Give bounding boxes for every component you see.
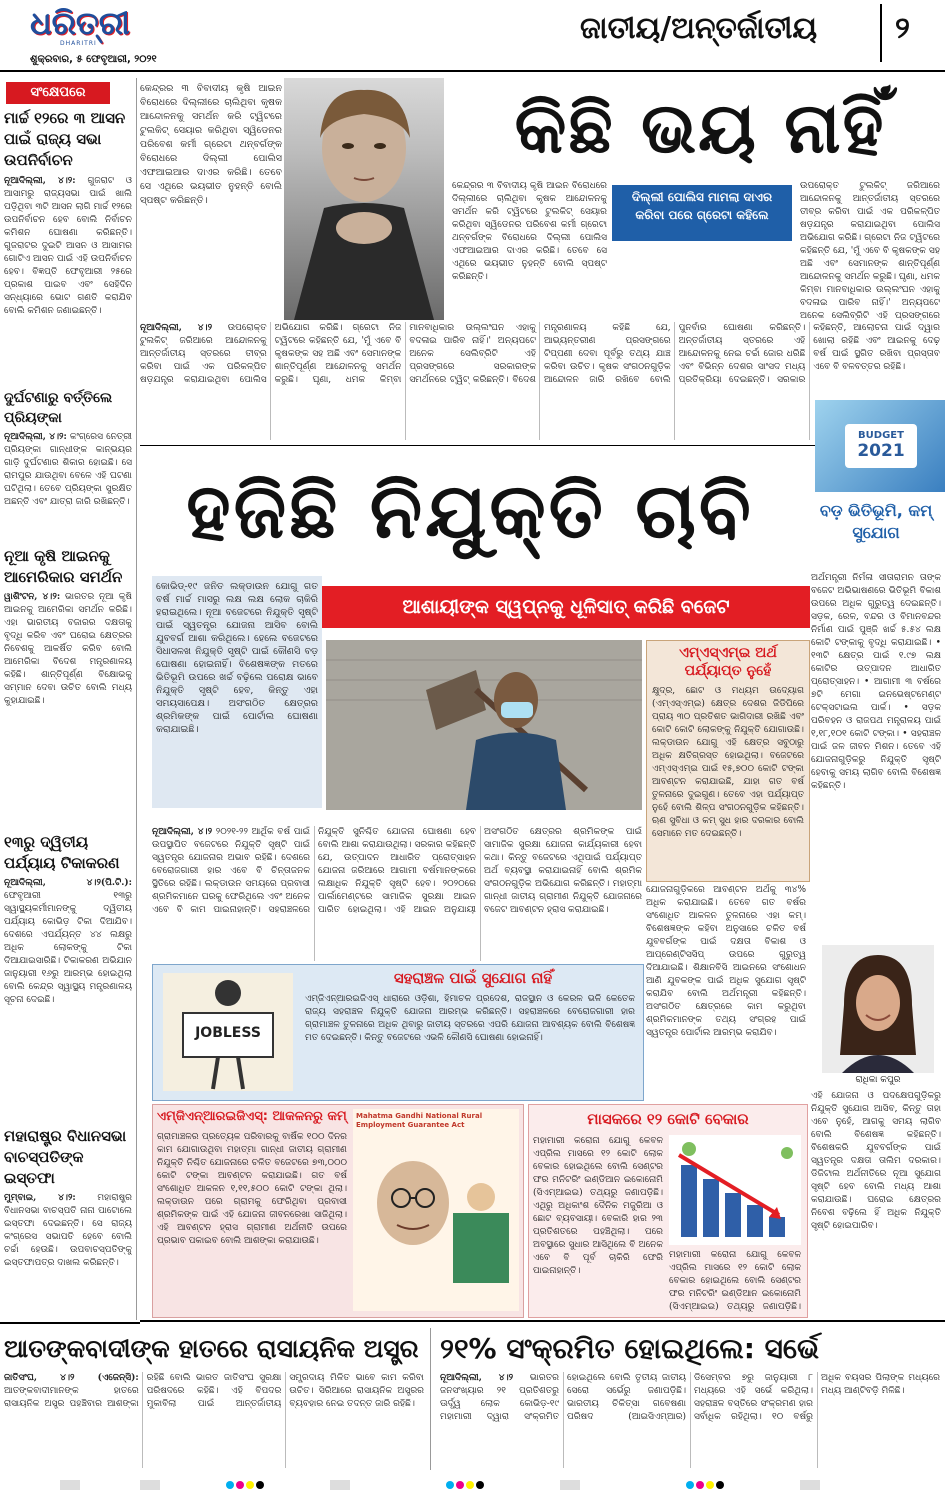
urban-body: ଏମ୍‌ଜିଏନ୍‌ଆରଇଜିଏସ୍ ଧାରାରେ ଓଡ଼ିଶା, ହିମାଚଳ ପ୍ରଦେଶ, ରାଜସ୍ଥାନ ଓ କେରଳ ଭଳି କେତେକ ରାଜ୍ୟ ସହରାଞ୍ଚଳ ନିଯୁକ୍ତି ଯୋଜନା ଆରମ୍ଭ କରିଛନ୍ତି। ସହରାଞ୍ଚଳରେ ବେରୋଜଗାରୀ ହାର ଗ୍ରାମାଞ୍ଚଳ ତୁଳନାରେ ଅଧିକ ଥିବାରୁ ଜାତୀୟ ସ୍ତରରେ ଏପରି ଯୋଜନା ଆବଶ୍ୟକ ବୋଲି ବିଶେଷଜ୍ଞ ମତ ଦେଇଛନ୍ତି। କିନ୍ତୁ ବଜେଟରେ ଏଭଳି କୌଣସି ଘୋଷଣା ହୋଇନାହିଁ। <box>305 994 635 1043</box>
lead-body-upper-text: କେନ୍ଦ୍ରର ୩ ବିବାଦୀୟ କୃଷି ଆଇନ ବିରୋଧରେ ଦିଲ୍ଲୀରେ ଚାଲିଥିବା କୃଷକ ଆନ୍ଦୋଳନକୁ ସମର୍ଥନ କରି ଟ୍ୱିଟରେ ଟୁଲକିଟ୍ ସେୟାର କରିଥିବା ସ୍ୱିଡେନର ପରିବେଶ କର୍ମୀ ଗ୍ରେଟା ଥନ୍‌ବର୍ଗଙ୍କ ବିରୋଧରେ ଦିଲ୍ଲୀ ପୋଲିସ ଏଫଆଇଆର ଦାଏର କରିଛି। ତେବେ ସେ ଏଥିରେ ଭୟଭୀତ ନୁହନ୍ତି ବୋଲି ସ୍ପଷ୍ଟ କରିଛନ୍ତି। <box>452 181 607 282</box>
brief-title: ମହାରାଷ୍ଟ୍ର ବିଧାନସଭା ବାଚସ୍ପତିଙ୍କ ଇସ୍ତଫା <box>4 1127 127 1187</box>
budget-body-right <box>646 884 806 1096</box>
unemp-body: ମହାମାରୀ କରୋନା ଯୋଗୁ କେବଳ ଏପ୍ରିଲ ମାସରେ ୧୨ କୋଟି ଲୋକ ବେକାର ହୋଇଥିଲେ ବୋଲି ସେଣ୍ଟର ଫର ମନିଟରିଂ ଇଣ୍ଡିଆନ ଇକୋନୋମି (ସିଏମ୍‌ଆଇଇ) ତଥ୍ୟରୁ ଜଣାପଡ଼ିଛି। ଏଥିରୁ ଅଧିକାଂଶ ଦୈନିକ ମଜୁରିଆ ଓ ଛୋଟ ବ୍ୟବସାୟୀ। ବେକାରି ହାର ୨୩ ପ୍ରତିଶତରେ ପହଞ୍ଚିଥିଲା। ପରେ ଅବସ୍ଥାରେ ସୁଧାର ଆସିଥିଲେ ବି ଅନେକ ଏବେ ବି ପୂର୍ବ ଚାକିରି ଫେରି ପାଇନାହାନ୍ତି। <box>533 1136 663 1276</box>
budget-side-body <box>811 572 941 938</box>
nrega-title: ଏମ୍‌ଜିଏନ୍‌ଆରଇଜିଏସ୍: ଆକଳନରୁ କମ୍ <box>157 1109 347 1124</box>
graphic-bar <box>725 1193 741 1237</box>
sidebar-brief <box>4 832 132 1122</box>
expert-illustration <box>822 945 934 1073</box>
brief-body: ଫେବୃଆରୀ ୧୩ରୁ ସ୍ୱାସ୍ଥ୍ୟକର୍ମୀମାନଙ୍କୁ ଦ୍ୱିତୀୟ ପର୍ଯ୍ୟାୟ କୋଭିଡ଼ ଟିକା ଦିଆଯିବ। ଦେଶରେ ଏପର୍ଯ୍ୟନ୍ତ ୪୪ ଲକ୍ଷରୁ ଅଧିକ ଲୋକଙ୍କୁ ଟିକା ଦିଆଯାଇସାରିଛି। ଟିକାକରଣ ଅଭିଯାନ ଜାନୁୟାରୀ ୧୬ରୁ ଆରମ୍ଭ ହୋଇଥିଲା ବୋଲି କେନ୍ଦ୍ର ସ୍ୱାସ୍ଥ୍ୟ ମନ୍ତ୍ରଣାଳୟ ସୂଚନା ଦେଇଛି। <box>4 891 132 1005</box>
budget-body-columns <box>152 826 642 961</box>
budget-label: BUDGET <box>858 430 904 441</box>
sidebar-brief <box>4 388 132 538</box>
lead-body-text: ଉପରୋକ୍ତ ଟୁଲକିଟ୍ ଜରିଆରେ ଆନ୍ଦୋଳନକୁ ଆନ୍ତର୍ଜାତୀୟ ସ୍ତରରେ ତୀବ୍ର କରିବା ପାଇଁ ଏକ ପରିକଳ୍ପିତ ଷଡ଼ଯନ୍ତ୍ର କରାଯାଇଥିବା ପୋଲିସ ଅଭିଯୋଗ କରିଛି। ଗ୍ରେଟା ନିଜ ଟ୍ୱିଟରେ କହିଛନ୍ତି ଯେ, 'ମୁଁ ଏବେ ବି କୃଷକଙ୍କ ସହ ଅଛି ଏବଂ ସେମାନଙ୍କ ଶାନ୍ତିପୂର୍ଣ୍ଣ ଆନ୍ଦୋଳନକୁ ସମର୍ଥନ କରୁଛି। ଘୃଣା, ଧମକ କିମ୍ବା ମାନବାଧିକାର ଉଲ୍ଲଂଘନ ଏହାକୁ ବଦଳାଇ ପାରିବ ନାହିଁ।' ଅନ୍ୟପଟେ ଅନେକ ସେଲିବ୍ରିଟି ଏହି ପ୍ରସଙ୍ଗରେ ସରକାରଙ୍କ ସମର୍ଥନରେ ଟ୍ୱିଟ୍ କରିଛନ୍ତି। ବିଦେଶ ମନ୍ତ୍ରଣାଳୟ କହିଛି ଯେ, ଆଭ୍ୟନ୍ତରୀଣ ପ୍ରସଙ୍ଗରେ ଟିପ୍ପଣୀ ଦେବା ପୂର୍ବରୁ ତଥ୍ୟ ଯାଞ୍ଚ କରିବା ଉଚିତ। କୃଷକ ସଂଗଠନଗୁଡ଼ିକ ଆନ୍ଦୋଳନ ଜାରି ରଖିବେ ବୋଲି ପୁନର୍ବାର ଘୋଷଣା କରିଛନ୍ତି। ଅନ୍ତର୍ଜାତୀୟ ସ୍ତରରେ ଏହି ଆନ୍ଦୋଳନକୁ ନେଇ ଚର୍ଚ୍ଚା ଜୋର ଧରିଛି ଏବଂ ବିଭିନ୍ନ ଦେଶର ସାଂସଦ ମଧ୍ୟ ପ୍ରତିକ୍ରିୟା ଦେଇଛନ୍ତି। ସରକାର କହିଛନ୍ତି, ଆଲୋଚନା ପାଇଁ ଦ୍ୱାର ଖୋଲା ରହିଛି ଏବଂ ଆଇନକୁ ଦେଢ଼ ବର୍ଷ ପାଇଁ ସ୍ଥଗିତ ରଖିବା ପ୍ରସ୍ତାବ ଏବେ ବି ବଳବତ୍ତର ରହିଛି। <box>140 323 940 385</box>
issue-date: ଶୁକ୍ରବାର, ୫ ଫେବୃଆରୀ, ୨୦୨୧ <box>30 54 157 65</box>
unemp-body-2: ମହାମାରୀ କରୋନା ଯୋଗୁ କେବଳ ଏପ୍ରିଲ ମାସରେ ୧୨ କୋଟି ଲୋକ ବେକାର ହୋଇଥିଲେ ବୋଲି ସେଣ୍ଟର ଫର ମନିଟରିଂ ଇଣ୍ଡିଆନ ଇକୋନୋମି (ସିଏମ୍‌ଆଇଇ) ତଥ୍ୟରୁ ଜଣାପଡ଼ିଛି। <box>669 1250 801 1312</box>
budget-intro <box>152 576 322 808</box>
masthead-logo <box>30 6 190 46</box>
unemp-graphic <box>669 1135 801 1245</box>
budget-side-text: ଅର୍ଥମନ୍ତ୍ରୀ ନିର୍ମଳା ସୀତାରାମନ ତାଙ୍କ ବଜେଟ ଅଭିଭାଷଣରେ ଭିତିଭୂମି ବିକାଶ ଉପରେ ଅଧିକ ଗୁରୁତ୍ୱ ଦେଇଛନ୍ତି। ସଡ଼କ, ରେଳ, ବନ୍ଦର ଓ ବିମାନବନ୍ଦର ନିର୍ମାଣ ପାଇଁ ପୁଞ୍ଜି ଖର୍ଚ୍ଚ ୫.୫୪ ଲକ୍ଷ କୋଟି ଟଙ୍କାକୁ ବୃଦ୍ଧି କରାଯାଇଛି। • ୧୩ଟି କ୍ଷେତ୍ର ପାଇଁ ୧.୯୭ ଲକ୍ଷ କୋଟିର ଉତ୍ପାଦନ ଆଧାରିତ ପ୍ରୋତ୍ସାହନ। • ଆଗାମୀ ୩ ବର୍ଷରେ ୭ଟି ମେଗା ଇନଭେଷ୍ଟମେଣ୍ଟ ଟେକ୍ସଟାଇଲ ପାର୍କ। • ସଡ଼କ ପରିବହନ ଓ ରାଜପଥ ମନ୍ତ୍ରାଳୟ ପାଇଁ ୧,୧୮,୧୦୧ କୋଟି ଟଙ୍କା। • ସହରାଞ୍ଚଳ ପାଇଁ ଜଳ ଜୀବନ ମିଶନ। ତେବେ ଏହି ଯୋଜନାଗୁଡ଼ିକରୁ ନିଯୁକ୍ତି ସୃଷ୍ଟି ହେବାକୁ ସମୟ ଲାଗିବ ବୋଲି ବିଶେଷଜ୍ଞ କହିଛନ୍ତି। <box>811 573 941 791</box>
greta-photo <box>284 78 444 320</box>
brief-body: ଗୁଜରାଟ ଓ ଆସାମରୁ ରାଜ୍ୟସଭା ପାଇଁ ଖାଲି ପଡ଼ିଥିବା ୩ଟି ଆସନ ଲାଗି ମାର୍ଚ୍ଚ ୧୨ରେ ଉପନିର୍ବାଚନ ହେବ ବୋଲି ନିର୍ବାଚନ କମିଶନ ଘୋଷଣା କରିଛନ୍ତି। ଗୁଜରାଟର ଦୁଇଟି ଆସନ ଓ ଆସାମର ଗୋଟିଏ ଆସନ ପାଇଁ ଏହି ଉପନିର୍ବାଚନ ହେବ। ବିଜ୍ଞପ୍ତି ଫେବୃଆରୀ ୨୫ରେ ପ୍ରକାଶ ପାଇବ ଏବଂ ସେହିଦିନ ସନ୍ଧ୍ୟାରେ ଭୋଟ ଗଣତି କରାଯିବ ବୋଲି କମିଶନ ଜଣାଇଛନ୍ତି। <box>4 176 132 316</box>
msme-title: ଏମ୍‌ଏସ୍‌ଏମ୍‌ଇ ଅର୍ଥ ପର୍ଯ୍ୟାପ୍ତ ନୁହେଁ <box>679 645 777 679</box>
decline-chart-illustration <box>669 1135 801 1245</box>
nrega-poster-label: Mahatma Gandhi National Rural Employment Guarantee Act <box>356 1112 483 1129</box>
page-number: ୨ <box>895 11 910 46</box>
msme-body: କ୍ଷୁଦ୍ର, ଛୋଟ ଓ ମଧ୍ୟମ ଉଦ୍ୟୋଗ (ଏମ୍‌ଏସ୍‌ଏମ୍‌ଇ) କ୍ଷେତ୍ର ଦେଶର ଜିଡିପିରେ ପ୍ରାୟ ୩୦ ପ୍ରତିଶତ ଭାଗିଦାରୀ ରଖିଛି ଏବଂ କୋଟି କୋଟି ଲୋକଙ୍କୁ ନିଯୁକ୍ତି ଯୋଗାଉଛି। ଲକ୍‌ଡାଉନ ଯୋଗୁ ଏହି କ୍ଷେତ୍ର ସବୁଠାରୁ ଅଧିକ କ୍ଷତିଗ୍ରସ୍ତ ହୋଇଥିଲା। ବଜେଟରେ ଏମ୍‌ଏସ୍‌ଏମ୍‌ଇ ପାଇଁ ୧୫,୭୦୦ କୋଟି ଟଙ୍କା ଆବଣ୍ଟନ କରାଯାଇଛି, ଯାହା ଗତ ବର୍ଷ ତୁଳନାରେ ଦୁଇଗୁଣ। ତେବେ ଏହା ପର୍ଯ୍ୟାପ୍ତ ନୁହେଁ ବୋଲି ଶିଳ୍ପ ସଂଗଠନଗୁଡ଼ିକ କହିଛନ୍ତି। ଋଣ ସୁବିଧା ଓ କମ୍ ସୁଧ ହାର ଦରକାର ବୋଲି ସେମାନେ ମତ ଦେଇଛନ୍ତି। <box>652 686 804 839</box>
bottom-right-headline: ୨୧% ସଂକ୍ରମିତ ହୋଇଥିଲେ: ସର୍ଭେ <box>440 1332 819 1365</box>
lead-intro <box>140 82 282 274</box>
brief-body: କଂଗ୍ରେସ ନେତ୍ରୀ ପ୍ରିୟଙ୍କା ଗାନ୍ଧୀଙ୍କ କାନ୍‌ଭୟର ଗାଡ଼ି ଦୁର୍ଘଟଣାର ଶିକାର ହୋଇଛି। ସେ ରାମପୁର ଯାଉଥିବା ବେଳେ ଏହି ଘଟଣା ଘଟିଥିଲା। ତେବେ ପ୍ରିୟଙ୍କା ସୁରକ୍ଷିତ ଅଛନ୍ତି ଏବଂ ଯାତ୍ରା ଜାରି ରଖିଛନ୍ତି। <box>4 432 132 507</box>
nrega-body: ଗ୍ରାମାଞ୍ଚଳର ପ୍ରତ୍ୟେକ ପରିବାରକୁ ବାର୍ଷିକ ୧୦୦ ଦିନର କାମ ଯୋଗାଉଥିବା ମହାତ୍ମା ଗାନ୍ଧୀ ଜାତୀୟ ଗ୍ରାମୀଣ ନିଯୁକ୍ତି ନିଶ୍ଚିତ ଯୋଜନାରେ ଚଳିତ ବଜେଟରେ ୭୩,୦୦୦ କୋଟି ଟଙ୍କା ଆବଣ୍ଟନ କରାଯାଇଛି। ଗତ ବର୍ଷ ସଂଶୋଧିତ ଆକଳନ ୧,୧୧,୫୦୦ କୋଟି ଟଙ୍କା ଥିଲା। ଲକ୍‌ଡାଉନ ପରେ ଗ୍ରାମକୁ ଫେରିଥିବା ପ୍ରବାସୀ ଶ୍ରମିକଙ୍କ ପାଇଁ ଏହି ଯୋଜନା ଜୀବନରେଖା ସାଜିଥିଲା। ଏହି ଆବଣ୍ଟନ ହ୍ରାସ ଗ୍ରାମୀଣ ଅର୍ଥନୀତି ଉପରେ ପ୍ରଭାବ ପକାଇବ ବୋଲି ଆଶଙ୍କା କରାଯାଉଛି। <box>157 1132 347 1246</box>
sidebar-brief <box>4 108 132 348</box>
lead-body-upper <box>452 180 607 322</box>
nrega-box <box>152 1104 524 1318</box>
graphic-bar <box>747 1205 763 1237</box>
graphic-bar <box>769 1217 785 1237</box>
budget-keyboard-image <box>815 400 945 492</box>
bottom-left-dateline: ଜାତିସଂଘ, ୪।୨ (ଏଜେନ୍ସି): <box>4 1373 139 1383</box>
budget-year: 2021 <box>857 441 905 461</box>
unemp-title: ମାସକରେ ୧୨ କୋଟି ବେକାର <box>587 1110 749 1128</box>
unemp-box <box>528 1104 808 1318</box>
bottom-right-dateline: ନୂଆଦିଲ୍ଲୀ, ୪।୨ <box>440 1373 514 1383</box>
urban-box <box>152 964 644 1101</box>
brief-dateline: ମୁମ୍ବାଇ, ୪।୨: <box>4 1193 76 1203</box>
brief-title: ୧୩ରୁ ଦ୍ୱିତୀୟ ପର୍ଯ୍ୟାୟ ଟିକାକରଣ <box>4 833 120 872</box>
lead-subhead: ଦିଲ୍ଲୀ ପୋଲିସ ମାମଲା ଦାଏର କରିବା ପରେ ଗ୍ରେଟା କହିଲେ <box>612 185 792 241</box>
budget-banner: ଆଶାୟୀଙ୍କ ସ୍ୱପ୍ନକୁ ଧୂଳିସାତ୍ କରିଛି ବଜେଟ <box>322 586 810 628</box>
lead-body-right-text: ଉପରୋକ୍ତ ଟୁଲକିଟ୍ ଜରିଆରେ ଆନ୍ଦୋଳନକୁ ଆନ୍ତର୍ଜାତୀୟ ସ୍ତରରେ ତୀବ୍ର କରିବା ପାଇଁ ଏକ ପରିକଳ୍ପିତ ଷଡ଼ଯନ୍ତ୍ର କରାଯାଇଥିବା ପୋଲିସ ଅଭିଯୋଗ କରିଛି। ଗ୍ରେଟା ନିଜ ଟ୍ୱିଟରେ କହିଛନ୍ତି ଯେ, 'ମୁଁ ଏବେ ବି କୃଷକଙ୍କ ସହ ଅଛି ଏବଂ ସେମାନଙ୍କ ଶାନ୍ତିପୂର୍ଣ୍ଣ ଆନ୍ଦୋଳନକୁ ସମର୍ଥନ କରୁଛି। ଘୃଣା, ଧମକ କିମ୍ବା ମାନବାଧିକାର ଉଲ୍ଲଂଘନ ଏହାକୁ ବଦଳାଇ ପାରିବ ନାହିଁ।' ଅନ୍ୟପଟେ ଅନେକ ସେଲିବ୍ରିଟି ଏହି ପ୍ରସଙ୍ଗରେ <box>800 181 940 321</box>
jobless-label: JOBLESS <box>195 1025 261 1041</box>
budget-headline: ହଜିଛି ନିଯୁକ୍ତି ଚାବି <box>186 466 754 555</box>
brief-body: ମହାରାଷ୍ଟ୍ର ବିଧାନସଭା ବାଚସ୍ପତି ନାନା ପାଟୋଲେ ଇସ୍ତଫା ଦେଇଛନ୍ତି। ସେ ରାଜ୍ୟ କଂଗ୍ରେସ ସଭାପତି ହେବେ ବୋଲି ଚର୍ଚ୍ଚା ହେଉଛି। ଉପବାଚସ୍ପତିଙ୍କୁ ଇସ୍ତଫାପତ୍ର ଦାଖଲ କରିଛନ୍ତି। <box>4 1193 132 1268</box>
worker-photo <box>326 640 642 810</box>
lead-body-right <box>800 180 940 322</box>
logo-subtext: DHARITRI <box>60 40 97 47</box>
portrait-illustration <box>284 78 444 320</box>
brief-dateline: ନୂଆଦିଲ୍ଲୀ, ୪।୨: <box>4 432 67 442</box>
budget-side-title: ବଡ଼ ଭିତିଭୂମି, କମ୍ ସୁଯୋଗ <box>819 501 933 542</box>
msme-box <box>646 640 810 882</box>
sidebar-brief <box>4 1126 132 1320</box>
graphic-bar <box>703 1179 719 1237</box>
brief-dateline: ୱାଶିଂଟନ, ୪।୨: <box>4 592 61 602</box>
lead-intro-text: କେନ୍ଦ୍ରର ୩ ବିବାଦୀୟ କୃଷି ଆଇନ ବିରୋଧରେ ଦିଲ୍ଲୀରେ ଚାଲିଥିବା କୃଷକ ଆନ୍ଦୋଳନକୁ ସମର୍ଥନ କରି ଟ୍ୱିଟରେ ଟୁଲକିଟ୍ ସେୟାର କରିଥିବା ସ୍ୱିଡେନର ପରିବେଶ କର୍ମୀ ଗ୍ରେଟା ଥନ୍‌ବର୍ଗଙ୍କ ବିରୋଧରେ ଦିଲ୍ଲୀ ପୋଲିସ ଏଫଆଇଆର ଦାଏର କରିଛି। ତେବେ ସେ ଏଥିରେ ଭୟଭୀତ ନୁହନ୍ତି ବୋଲି ସ୍ପଷ୍ଟ କରିଛନ୍ତି। <box>140 83 282 206</box>
bottom-right-body <box>440 1372 940 1468</box>
sidebar-label: ସଂକ୍ଷେପରେ <box>6 82 110 104</box>
brief-title: ମାର୍ଚ୍ଚ ୧୨ରେ ୩ ଆସନ ପାଇଁ ରାଜ୍ୟ ସଭା ଉପନିର୍ବାଚନ <box>4 109 126 169</box>
worker-illustration <box>326 640 642 810</box>
expert-photo <box>822 945 934 1073</box>
bottom-left-text: ଆତଙ୍କବାଦୀମାନଙ୍କ ହାତରେ ରାସାୟନିକ ଅସ୍ତ୍ର ପହଞ୍ଚିବାର ଆଶଙ୍କା ରହିଛି ବୋଲି ଭାରତ ଜାତିସଂଘ ସୁରକ୍ଷା ପରିଷଦରେ କହିଛି। ଏହି ବିପଦର ମୁକାବିଲା ପାଇଁ ଆନ୍ତର୍ଜାତୀୟ ସମ୍ପ୍ରଦାୟ ମିଳିତ ଭାବେ କାମ କରିବା ଉଚିତ। ସିରିଆରେ ରାସାୟନିକ ଅସ୍ତ୍ରର ବ୍ୟବହାର ନେଇ ତଦନ୍ତ ଜାରି ରହିଛି। <box>4 1373 424 1409</box>
lead-dateline: ନୂଆଦିଲ୍ଲୀ, ୪।୨ <box>140 323 213 333</box>
bottom-left-headline: ଆତଙ୍କବାଦୀଙ୍କ ହାତରେ ରାସାୟନିକ ଅସ୍ତ୍ର <box>4 1334 419 1363</box>
budget-dateline: ନୂଆଦିଲ୍ଲୀ, ୪।୨ <box>152 827 213 837</box>
sidebar-brief <box>4 546 132 828</box>
budget-body1: ୨୦୨୧-୨୨ ଆର୍ଥିକ ବର୍ଷ ପାଇଁ ଉପସ୍ଥାପିତ ବଜେଟରେ ନିଯୁକ୍ତି ସୃଷ୍ଟି ପାଇଁ ସ୍ୱତନ୍ତ୍ର ଯୋଜନାର ଅଭାବ ରହିଛି। ଦେଶରେ ବେରୋଜଗାରୀ ହାର ଏବେ ବି ଚିନ୍ତାଜନକ ସ୍ଥିତିରେ ରହିଛି। ଲକ୍‌ଡାଉନ ସମୟରେ ପ୍ରବାସୀ ଶ୍ରମିକମାନେ ଘରକୁ ଫେରିଥିଲେ ଏବଂ ଅନେକ ଏବେ ବି କାମ ପାଇନାହାନ୍ତି। ସହରାଞ୍ଚଳରେ ନିଯୁକ୍ତି ସୁନିଶ୍ଚିତ ଯୋଜନା ଘୋଷଣା ହେବ ବୋଲି ଆଶା କରାଯାଉଥିଲା। ସରକାର କହିଛନ୍ତି ଯେ, ଉତ୍ପାଦନ ଆଧାରିତ ପ୍ରୋତ୍ସାହନ ଯୋଜନା ଜରିଆରେ ଆଗାମୀ ବର୍ଷମାନଙ୍କରେ ଲକ୍ଷାଧିକ ନିଯୁକ୍ତି ସୃଷ୍ଟି ହେବ। <box>152 827 476 915</box>
registration-marks <box>0 1474 945 1498</box>
brief-dateline: ନୂଆଦିଲ୍ଲୀ, ୪।୨: <box>4 176 76 186</box>
budget-body3: ଯୋଜନାଗୁଡ଼ିକରେ ଆବଣ୍ଟନ ଅର୍ଥକୁ ୩୪% ଅଧିକ କରାଯାଇଛି। ତେବେ ଗତ ବର୍ଷର ସଂଶୋଧିତ ଆକଳନ ତୁଳନାରେ ଏହା କମ୍। ବିଶେଷଜ୍ଞଙ୍କ କହିବା ଅନୁସାରେ ଚଳିତ ବର୍ଷ ଯୁବବର୍ଗଙ୍କ ପାଇଁ ଦକ୍ଷତା ବିକାଶ ଓ ଆପ୍ରେଣ୍ଟିସସିପ୍ ଉପରେ ଗୁରୁତ୍ୱ ଦିଆଯାଇଛି। ଶିକ୍ଷାନବିସି ଆଇନରେ ସଂଶୋଧନ ଆଣି ଯୁବକଙ୍କ ପାଇଁ ଅଧିକ ସୁଯୋଗ ସୃଷ୍ଟି କରାଯିବ ବୋଲି ଅର୍ଥମନ୍ତ୍ରୀ କହିଛନ୍ତି। ଅସଂଗଠିତ କ୍ଷେତ୍ରରେ କାମ କରୁଥିବା ଶ୍ରମିକମାନଙ୍କ ତଥ୍ୟ ସଂଗ୍ରହ ପାଇଁ ସ୍ୱତନ୍ତ୍ର ପୋର୍ଟାଲ ଆରମ୍ଭ କରାଯିବ। <box>646 885 806 1038</box>
budget-body2: ୨୦୨୦ରେ ପାର୍ଲାମେଣ୍ଟରେ ସାମାଜିକ ସୁରକ୍ଷା ଆଇନ ପାରିତ ହୋଇଥିଲା। ଏହି ଆଇନ ଅନୁଯାୟୀ ଅସଂଗଠିତ କ୍ଷେତ୍ରର ଶ୍ରମିକଙ୍କ ପାଇଁ ସାମାଜିକ ସୁରକ୍ଷା ଯୋଜନା କାର୍ଯ୍ୟକାରୀ ହେବା କଥା। କିନ୍ତୁ ବଜେଟରେ ଏଥିପାଇଁ ପର୍ଯ୍ୟାପ୍ତ ଅର୍ଥ ବ୍ୟବସ୍ଥା କରାଯାଇନାହିଁ ବୋଲି ଶ୍ରମିକ ସଂଗଠନଗୁଡ଼ିକ ଅଭିଯୋଗ କରିଛନ୍ତି। ମହାତ୍ମା ଗାନ୍ଧୀ ଜାତୀୟ ଗ୍ରାମୀଣ ନିଯୁକ୍ତି ଯୋଜନାରେ ବଜେଟ ଆବଣ୍ଟନ ହ୍ରାସ କରାଯାଇଛି। <box>318 827 642 915</box>
logo-text: ଧରିତ୍ରୀ <box>30 4 130 42</box>
bottom-right-text: ଭାରତର ଜନସଂଖ୍ୟାର ୨୧ ପ୍ରତିଶତରୁ ଊର୍ଦ୍ଧ୍ୱ ଲୋକ କୋଭିଡ଼-୧୯ ମହାମାରୀ ଦ୍ୱାରା ସଂକ୍ରମିତ ହୋଇଥିଲେ ବୋଲି ତୃତୀୟ ଜାତୀୟ ସେରୋ ସର୍ଭେରୁ ଜଣାପଡ଼ିଛି। ଭାରତୀୟ ଚିକିତ୍ସା ଗବେଷଣା ପରିଷଦ (ଆଇସିଏମ୍‌ଆର) ଡିସେମ୍ବର ୭ରୁ ଜାନୁୟାରୀ ୮ ମଧ୍ୟରେ ଏହି ସର୍ଭେ କରିଥିଲା। ସହରାଞ୍ଚଳ ବସ୍ତିରେ ସଂକ୍ରମଣ ହାର ସର୍ବାଧିକ ରହିଥିଲା। ୧୦ ବର୍ଷରୁ ଅଧିକ ବୟସର ପିଲାଙ୍କ ମଧ୍ୟରେ ମଧ୍ୟ ଆଣ୍ଟିବଡ଼ି ମିଳିଛି। <box>440 1373 940 1422</box>
budget-intro-text: କୋଭିଡ୍-୧୯ ଜନିତ ଲକ୍‌ଡାଉନ ଯୋଗୁ ଗତ ବର୍ଷ ମାର୍ଚ୍ଚ ମାସରୁ ଲକ୍ଷ ଲକ୍ଷ ଲୋକ ଚାକିରି ହରାଇଥିଲେ। ନୂଆ ବଜେଟରେ ନିଯୁକ୍ତି ସୃଷ୍ଟି ପାଇଁ ସ୍ୱତନ୍ତ୍ର ଯୋଜନା ଆସିବ ବୋଲି ଯୁବବର୍ଗ ଆଶା କରିଥିଲେ। ହେଲେ ବଜେଟରେ ସିଧାସଳଖ ନିଯୁକ୍ତି ସୃଷ୍ଟି ପାଇଁ କୌଣସି ବଡ଼ ଘୋଷଣା ହୋଇନାହିଁ। ବିଶେଷଜ୍ଞଙ୍କ ମତରେ ଭିତିଭୂମି ଉପରେ ଖର୍ଚ୍ଚ ବଢ଼ିଲେ ପରୋକ୍ଷ ଭାବେ ନିଯୁକ୍ତି ସୃଷ୍ଟି ହେବ, କିନ୍ତୁ ଏହା ସମୟସାପେକ୍ଷ। ଅସଂଗଠିତ କ୍ଷେତ୍ରର ଶ୍ରମିକଙ୍କ ପାଇଁ ପୋର୍ଟାଲ ଘୋଷଣା କରାଯାଇଛି। <box>156 581 318 735</box>
budget-side-body2 <box>811 1090 941 1315</box>
brief-title: ଦୁର୍ଘଟଣାରୁ ବର୍ତ୍ତିଲେ ପ୍ରିୟଙ୍କା <box>4 390 113 426</box>
lead-headline: କିଛି ଭୟ ନାହିଁ <box>514 87 886 169</box>
brief-body: ଭାରତର ନୂଆ କୃଷି ଆଇନକୁ ଆମେରିକା ସମର୍ଥନ କରିଛି। ଏହା ଭାରତୀୟ ବଜାରର ଦକ୍ଷତାକୁ ବୃଦ୍ଧି କରିବ ଏବଂ ଘରୋଇ କ୍ଷେତ୍ରର ନିବେଶକୁ ଆକର୍ଷିତ କରିବ ବୋଲି ଆମେରିକା ବିଦେଶ ମନ୍ତ୍ରଣାଳୟ କହିଛି। ଶାନ୍ତିପୂର୍ଣ୍ଣ ବିକ୍ଷୋଭକୁ ସମ୍ମାନ ଦେବା ଉଚିତ ବୋଲି ମଧ୍ୟ କୁହାଯାଇଛି। <box>4 592 132 706</box>
brief-dateline: ନୂଆଦିଲ୍ଲୀ, ୪।୨(ପି.ଟି.): <box>4 878 132 888</box>
gandhi-poster <box>353 1109 519 1311</box>
urban-title: ସହରାଞ୍ଚଳ ପାଇଁ ସୁଯୋଗ ନାହିଁ <box>393 969 553 987</box>
brief-title: ନୂଆ କୃଷି ଆଇନକୁ ଆମେରିକାର ସମର୍ଥନ <box>4 547 123 586</box>
jobless-illustration <box>163 973 293 1091</box>
budget-side-text2: ଏହି ଯୋଜନା ଓ ପଦକ୍ଷେପଗୁଡ଼ିକରୁ ନିଯୁକ୍ତି ସୁଯୋଗ ଆସିବ, କିନ୍ତୁ ତାହା ଏବେ ନୁହେଁ, ଆଗକୁ ସମୟ ଲାଗିବ ବୋଲି ବିଶେଷଜ୍ଞ କହିଛନ୍ତି। ବିଶେଷକରି ଯୁବବର୍ଗଙ୍କ ପାଇଁ ସ୍ୱତନ୍ତ୍ର ଦକ୍ଷତା ତାଲିମ ଦରକାର। ଡିଜିଟାଲ ଅର୍ଥନୀତିରେ ନୂଆ ସୁଯୋଗ ସୃଷ୍ଟି ହେବ ବୋଲି ମଧ୍ୟ ଆଶା କରାଯାଉଛି। ଘରୋଇ କ୍ଷେତ୍ରର ନିବେଶ ବଢ଼ିଲେ ହିଁ ଅଧିକ ନିଯୁକ୍ତି ସୃଷ୍ଟି ହୋଇପାରିବ। <box>811 1091 941 1231</box>
expert-name: ରାଧିକା କପୁର <box>855 1075 901 1085</box>
bottom-left-body <box>4 1372 424 1468</box>
section-title: ଜାତୀୟ/ଅନ୍ତର୍ଜାତୀୟ <box>580 11 818 46</box>
print-color-strip <box>0 1474 945 1498</box>
gandhi-illustration <box>353 1133 519 1303</box>
graphic-bar <box>681 1165 697 1237</box>
